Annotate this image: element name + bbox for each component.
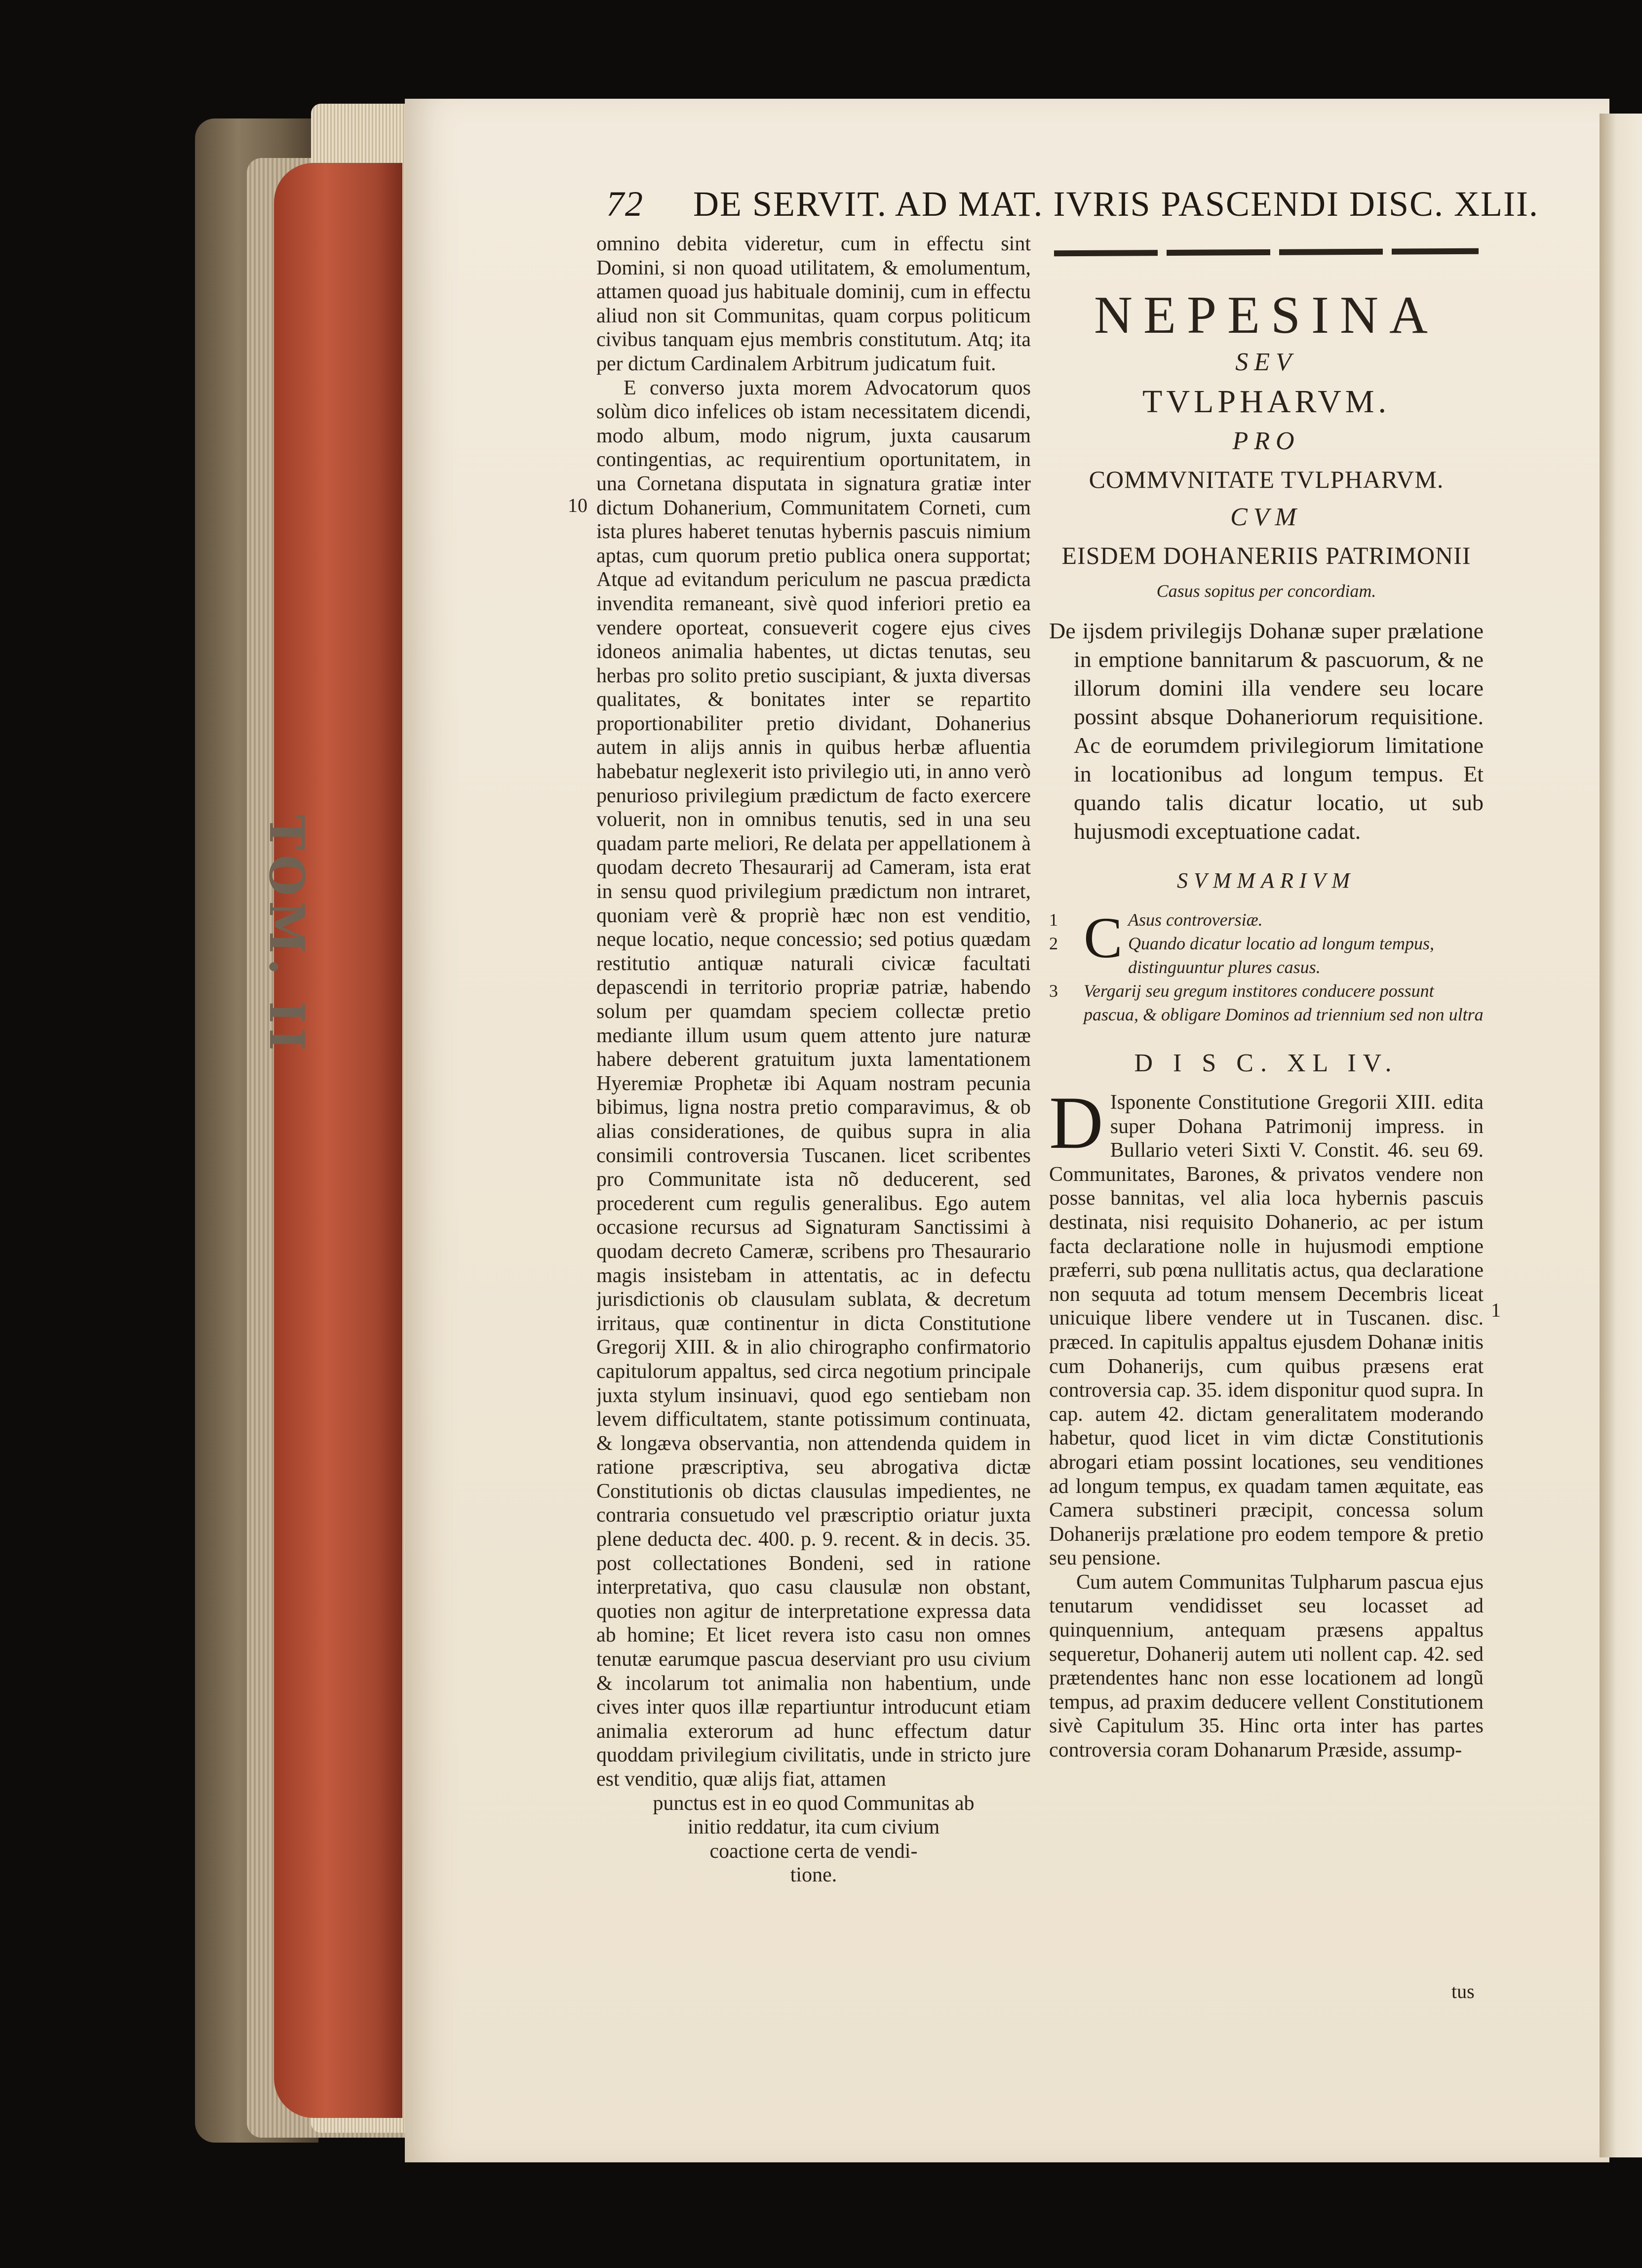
running-head bbox=[606, 184, 1539, 238]
right-body bbox=[1049, 1081, 1484, 1762]
summary-heading: SVMMARIVM bbox=[1176, 868, 1356, 893]
pro-label: PRO bbox=[1232, 427, 1300, 455]
right-paragraph-1: Isponente Constitutione Gregorii XIII. edita super Dohana Patrimonij impress. in Bullario veteri Sixti V. Constit. 46. seu 69. Communitates, Barones, & privatos vendere non posse bannitas, vel alia loca hybernis pascuis destinata, nisi requisito Dohanerio, ac per istum facta declaratione nolle in hujusmodi emptione præferri, sub pœna nullitatis actus, qua declaratione non sequuta ad totum mensem Decembris liceat unicuique libere vendere ut in Tuscanen. disc. præced. In capitulis appaltus ejusdem Dohanæ initis cum Dohanerijs, cum quibus præsens erat controversia cap. 35. idem disponitur quod supra. In cap. autem 42. dictam generalitatem moderando habetur, quod licet in vim dictæ Constitutionis abrogari etiam possint locationes, seu venditiones ad longum tempus, ex quadam tamen æquitate, eas Camera substineri præcipit, concessa solum Dohanerijs prælatione pro eodem tempore & pretio seu pensione. bbox=[1049, 1091, 1484, 1570]
left-paragraph-1: omnino debita videretur, cum in effectu sint Domini, si non quoad utilitatem, & emolumentum, attamen quoad jus habituale dominij, cum in effectu aliud non sit Communitas, quam corpus politicum civibus tanquam ejus membris constitutum. Atq; ita per dictum Cardinalem Arbitrum judicatum fuit. bbox=[596, 233, 1031, 375]
summary-item-number: 3 bbox=[1049, 981, 1058, 1001]
summary-item bbox=[1049, 979, 1484, 1026]
left-tail-line-1: punctus est in eo quod Communitas ab bbox=[653, 1792, 975, 1815]
summary-list bbox=[1049, 905, 1484, 1026]
right-paragraph-2: Cum autem Communitas Tulpharum pascua ejus tenutarum vendidisset seu locasset ad quinquennium, antequam præsens appaltus sequeretur, Dohanerij autem uti nollent cap. 42. sed prætendentes hanc non esse locationem ad longũ tempus, ad praxim deducere vellent Constitutionem sivè Capitulum 35. Hinc orta inter has partes controversia coram Dohanarum Præside, assump- bbox=[1049, 1570, 1484, 1762]
summary-dropcap: C bbox=[1084, 905, 1123, 970]
left-tail-line-3: coactione certa de vendi- bbox=[709, 1839, 918, 1863]
summary-item-text: Quando dicatur locatio ad longum tempus, distinguuntur plures casus. bbox=[1128, 934, 1434, 977]
summary-item-number: 1 bbox=[1049, 910, 1058, 930]
cum-label: CVM bbox=[1230, 503, 1302, 531]
left-column bbox=[596, 232, 1031, 1990]
case-subtitle: TVLPHARVM. bbox=[1142, 384, 1390, 420]
body-dropcap: D bbox=[1049, 1081, 1103, 1164]
margin-note-left: 10 bbox=[568, 494, 587, 516]
margin-note-right: 1 bbox=[1491, 1299, 1501, 1321]
left-tail-line-2: initio reddatur, ita cum civium bbox=[687, 1816, 940, 1839]
left-tail-line-4: tione. bbox=[790, 1864, 837, 1887]
running-title: DE SERVIT. AD MAT. IVRIS PASCENDI DISC. XLII. bbox=[693, 184, 1539, 224]
party-one: COMMVNITATE TVLPHARVM. bbox=[1089, 466, 1444, 493]
decorative-rule bbox=[1054, 248, 1479, 257]
party-two: EISDEM DOHANERIIS PATRIMONII bbox=[1061, 542, 1471, 569]
summary-item-number: 2 bbox=[1049, 934, 1058, 953]
discourse-heading: D I S C. XL IV. bbox=[1134, 1049, 1399, 1077]
right-column bbox=[1049, 249, 1484, 2002]
case-title: NEPESINA bbox=[1094, 286, 1439, 345]
red-edge-stain bbox=[274, 163, 402, 2118]
case-note: Casus sopitus per concordiam. bbox=[1156, 581, 1376, 601]
page-number: 72 bbox=[606, 184, 644, 224]
seu-label: SEV bbox=[1235, 348, 1297, 376]
left-paragraph-2: E converso juxta morem Advocatorum quos solùm dico infelices ob istam necessitatem dicendi, modo album, modo nigrum, juxta causarum contingentias, ac requirentium oportunitatem, in una Cornetana disputata in signatura gratiæ inter dictum Dohanerium, Communitatem Corneti, cum ista plures haberet tenutas hybernis pascuis nimium aptas, cum quorum pretio publica onera supportat; Atque ad evitandum periculum ne pascua prædicta invendita remaneant, sivè quod inferiori pretio ea vendere oporteat, consueverit cogere ejus cives idoneos animalia habentes, ut dictas tenutas, seu herbas pro solito pretio suscipiant, & juxta diversas qualitates, & bonitates inter se repartito proportionabiliter pretio dividant, Dohanerius autem in alijs annis in quibus herbæ afluentia habebatur neglexerit isto privilegio uti, in anno verò penurioso privilegium prædictum de facto exercere voluerit, non in omnibus tenutis, sed in una seu quadam parte meliori, Re delata per appellationem à quodam decreto Thesaurarij ad Cameram, ista erat in sensu quod privilegium prædictum non intraret, quoniam verè & propriè hæc non est venditio, neque locatio, neque concessio; sed potius quædam restitutio antiquæ naturali civicæ facultati depascendi in territorio propriæ patriæ, habendo solum per quamdam speciem collectæ pretio mediante illum usum quem attento jure naturæ habere deberent gratuitum juxta lamentationem Hyeremiæ Prophetæ ibi Aquam nostram pecunia bibimus, ligna nostra pretio comparavimus, & ob alias considerationes, de quibus supra in alia consimili controversia Tuscanen. licet scribentes pro Communitate ista nõ deducerent, sed procederent cum regulis generalibus. Ego autem occasione recursus ad Signaturam Sanctissimi à quodam decreto Cameræ, scribens pro Thesaurario magis insistebam in attentatis, ac in defectu jurisdictionis ob clausulam sublata, & decretum irritaus, quæ continentur in dicta Constitutione Gregorij XIII. & in alio chirographo confirmatorio capitulorum appaltus, sed circa negotium principale juxta stylum insinuavi, quod ego sentiebam non levem difficultatem, stante potissimum continuata, & longæva observantia, non attendenda quidem in ratione præscriptiva, seu abrogativa dictæ Constitutionis ob dictas clausulas impedientes, ne contraria consuetudo vel præscriptio oriatur juxta plene deducta dec. 400. p. 9. recent. & in decis. 35. post collectationes Bondeni, sed in ratione interpretativa, quo casu clausulæ non obstant, quoties non agitur de interpretatione expressa data ab homine; Et licet revera isto casu non omnes tenutæ earumque pascua deserviant pro usu civium & incolarum tot animalia non habentium, unde cives inter quos illæ repartiuntur introducunt etiam animalia exterorum ad hunc effectum datur quoddam privilegium civilitatis, unde in stricto jure est venditio, quæ alijs fiat, attamen bbox=[596, 376, 1031, 1791]
spine-label: TOM. II bbox=[259, 815, 314, 1056]
summary-item-text: Asus controversiæ. bbox=[1128, 910, 1263, 930]
summary-item bbox=[1049, 908, 1484, 932]
next-page-edge bbox=[1600, 114, 1642, 2157]
case-abstract: De ijsdem privilegijs Dohanæ super prælatione in emptione bannitarum & pascuorum, & ne illorum domini illa vendere seu locare possint absque Dohaneriorum requisitione. Ac de eorumdem privilegiorum limitatione in locationibus ad longum tempus. Et quando talis dicatur locatio, ut sub hujusmodi exceptuatione cadat. bbox=[1049, 618, 1484, 844]
summary-item-text: Vergarij seu gregum institores conducere possunt pascua, & obligare Dominos ad triennium sed non ultra bbox=[1084, 981, 1484, 1024]
summary-item bbox=[1049, 932, 1484, 979]
catchword: tus bbox=[1451, 1980, 1475, 2002]
